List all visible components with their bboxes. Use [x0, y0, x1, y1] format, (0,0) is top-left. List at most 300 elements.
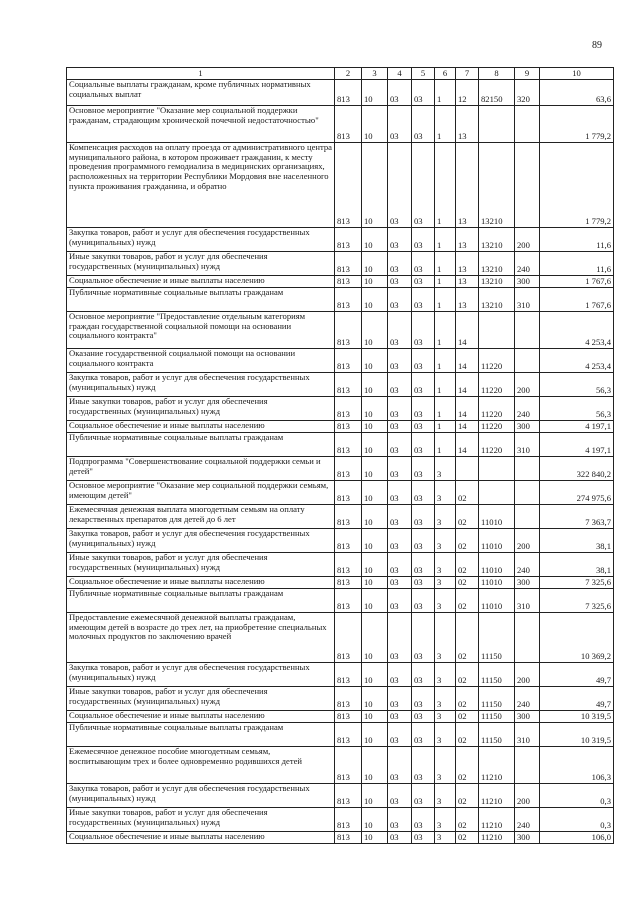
code-cell-c3: 10 [362, 397, 388, 421]
table-row [67, 687, 614, 711]
code-cell-c9: 320 [515, 80, 540, 106]
code-cell-c9: 200 [515, 228, 540, 252]
code-cell-c2: 813 [335, 784, 362, 808]
code-cell-c3: 10 [362, 481, 388, 505]
table-row [67, 80, 614, 106]
table-row [67, 433, 614, 457]
code-cell-c3: 10 [362, 663, 388, 687]
code-cell-c3: 10 [362, 276, 388, 288]
table-row [67, 228, 614, 252]
code-cell-c3: 10 [362, 577, 388, 589]
code-cell-c8: 11010 [479, 589, 515, 613]
table-row [67, 106, 614, 143]
code-cell-c5: 03 [412, 747, 435, 784]
table-row [67, 553, 614, 577]
code-cell-c5: 03 [412, 784, 435, 808]
column-header: 1 [67, 68, 335, 80]
code-cell-c5: 03 [412, 373, 435, 397]
code-cell-c7: 02 [456, 553, 479, 577]
table-row [67, 421, 614, 433]
code-cell-c6: 3 [435, 613, 456, 663]
code-cell-c9: 310 [515, 589, 540, 613]
code-cell-c7: 13 [456, 143, 479, 228]
amount-cell: 4 253,4 [540, 349, 614, 373]
item-name-cell: Публичные нормативные социальные выплаты гражданам [67, 589, 335, 613]
code-cell-c3: 10 [362, 589, 388, 613]
code-cell-c5: 03 [412, 276, 435, 288]
code-cell-c7: 02 [456, 687, 479, 711]
code-cell-c8 [479, 457, 515, 481]
code-cell-c3: 10 [362, 228, 388, 252]
code-cell-c4: 03 [388, 373, 412, 397]
code-cell-c6: 1 [435, 373, 456, 397]
code-cell-c8: 11150 [479, 663, 515, 687]
item-name-cell: Иные закупки товаров, работ и услуг для обеспечения государственных (муниципальных) нужд [67, 808, 335, 832]
code-cell-c8: 11220 [479, 397, 515, 421]
code-cell-c5: 03 [412, 421, 435, 433]
table-row [67, 312, 614, 349]
code-cell-c7: 02 [456, 529, 479, 553]
code-cell-c7: 02 [456, 577, 479, 589]
code-cell-c8: 11010 [479, 529, 515, 553]
code-cell-c8: 13210 [479, 276, 515, 288]
code-cell-c6: 3 [435, 747, 456, 784]
code-cell-c4: 03 [388, 349, 412, 373]
code-cell-c3: 10 [362, 529, 388, 553]
code-cell-c7: 14 [456, 421, 479, 433]
code-cell-c3: 10 [362, 723, 388, 747]
code-cell-c2: 813 [335, 228, 362, 252]
code-cell-c4: 03 [388, 687, 412, 711]
column-header: 10 [540, 68, 614, 80]
code-cell-c2: 813 [335, 481, 362, 505]
code-cell-c7: 02 [456, 808, 479, 832]
code-cell-c7: 14 [456, 373, 479, 397]
code-cell-c8: 11150 [479, 613, 515, 663]
code-cell-c9 [515, 106, 540, 143]
amount-cell: 10 369,2 [540, 613, 614, 663]
code-cell-c5: 03 [412, 613, 435, 663]
item-name-cell: Закупка товаров, работ и услуг для обеспечения государственных (муниципальных) нужд [67, 784, 335, 808]
code-cell-c5: 03 [412, 106, 435, 143]
item-name-cell: Социальное обеспечение и иные выплаты населению [67, 276, 335, 288]
code-cell-c6: 1 [435, 143, 456, 228]
code-cell-c3: 10 [362, 832, 388, 844]
code-cell-c9: 240 [515, 808, 540, 832]
table-header-row [67, 68, 614, 80]
amount-cell: 56,3 [540, 397, 614, 421]
amount-cell: 7 325,6 [540, 589, 614, 613]
code-cell-c4: 03 [388, 457, 412, 481]
code-cell-c8: 13210 [479, 228, 515, 252]
code-cell-c8: 11220 [479, 421, 515, 433]
code-cell-c3: 10 [362, 433, 388, 457]
amount-cell: 106,3 [540, 747, 614, 784]
code-cell-c9: 240 [515, 252, 540, 276]
code-cell-c9: 300 [515, 577, 540, 589]
code-cell-c5: 03 [412, 228, 435, 252]
page-number: 89 [592, 40, 602, 51]
amount-cell: 10 319,5 [540, 723, 614, 747]
code-cell-c2: 813 [335, 832, 362, 844]
amount-cell: 1 779,2 [540, 143, 614, 228]
code-cell-c8: 11220 [479, 373, 515, 397]
code-cell-c3: 10 [362, 505, 388, 529]
code-cell-c7 [456, 457, 479, 481]
code-cell-c8: 11210 [479, 808, 515, 832]
table-row [67, 577, 614, 589]
code-cell-c7: 14 [456, 349, 479, 373]
code-cell-c2: 813 [335, 288, 362, 312]
table-row [67, 143, 614, 228]
code-cell-c4: 03 [388, 276, 412, 288]
code-cell-c2: 813 [335, 808, 362, 832]
code-cell-c9: 310 [515, 433, 540, 457]
code-cell-c9 [515, 312, 540, 349]
code-cell-c6: 3 [435, 577, 456, 589]
code-cell-c7: 02 [456, 747, 479, 784]
column-header: 5 [412, 68, 435, 80]
table-row [67, 723, 614, 747]
table-row [67, 505, 614, 529]
code-cell-c7: 14 [456, 312, 479, 349]
code-cell-c3: 10 [362, 373, 388, 397]
code-cell-c9 [515, 505, 540, 529]
code-cell-c9: 240 [515, 397, 540, 421]
code-cell-c7: 13 [456, 228, 479, 252]
code-cell-c8: 13210 [479, 143, 515, 228]
code-cell-c6: 1 [435, 276, 456, 288]
table-row [67, 288, 614, 312]
code-cell-c8: 11150 [479, 723, 515, 747]
column-header: 6 [435, 68, 456, 80]
code-cell-c8: 11010 [479, 577, 515, 589]
code-cell-c5: 03 [412, 553, 435, 577]
code-cell-c6: 3 [435, 529, 456, 553]
amount-cell: 4 253,4 [540, 312, 614, 349]
amount-cell: 4 197,1 [540, 421, 614, 433]
code-cell-c5: 03 [412, 433, 435, 457]
code-cell-c7: 02 [456, 711, 479, 723]
table-row [67, 784, 614, 808]
code-cell-c6: 1 [435, 312, 456, 349]
amount-cell: 49,7 [540, 663, 614, 687]
item-name-cell: Оказание государственной социальной помощи на основании социального контракта [67, 349, 335, 373]
code-cell-c5: 03 [412, 687, 435, 711]
code-cell-c4: 03 [388, 312, 412, 349]
code-cell-c6: 3 [435, 457, 456, 481]
code-cell-c6: 3 [435, 711, 456, 723]
code-cell-c2: 813 [335, 457, 362, 481]
code-cell-c5: 03 [412, 457, 435, 481]
item-name-cell: Основное мероприятие "Оказание мер социальной поддержки семьям, имеющим детей" [67, 481, 335, 505]
code-cell-c7: 02 [456, 613, 479, 663]
code-cell-c6: 3 [435, 723, 456, 747]
code-cell-c5: 03 [412, 349, 435, 373]
code-cell-c6: 3 [435, 589, 456, 613]
code-cell-c7: 02 [456, 832, 479, 844]
code-cell-c5: 03 [412, 252, 435, 276]
code-cell-c3: 10 [362, 613, 388, 663]
amount-cell: 1 767,6 [540, 288, 614, 312]
code-cell-c3: 10 [362, 687, 388, 711]
code-cell-c7: 13 [456, 276, 479, 288]
code-cell-c4: 03 [388, 723, 412, 747]
item-name-cell: Социальное обеспечение и иные выплаты населению [67, 577, 335, 589]
code-cell-c9 [515, 613, 540, 663]
code-cell-c9: 200 [515, 529, 540, 553]
code-cell-c7: 13 [456, 106, 479, 143]
amount-cell: 0,3 [540, 784, 614, 808]
item-name-cell: Закупка товаров, работ и услуг для обеспечения государственных (муниципальных) нужд [67, 373, 335, 397]
code-cell-c4: 03 [388, 711, 412, 723]
code-cell-c9: 300 [515, 421, 540, 433]
code-cell-c7: 02 [456, 589, 479, 613]
code-cell-c2: 813 [335, 711, 362, 723]
table-row [67, 481, 614, 505]
code-cell-c2: 813 [335, 553, 362, 577]
item-name-cell: Предоставление ежемесячной денежной выплаты гражданам, имеющим детей в возрасте до трех лет, на приобретение специальных молочных продуктов по заключению врачей [67, 613, 335, 663]
code-cell-c7: 14 [456, 397, 479, 421]
item-name-cell: Подпрограмма "Совершенствование социальной поддержки семьи и детей" [67, 457, 335, 481]
code-cell-c2: 813 [335, 373, 362, 397]
table-row [67, 711, 614, 723]
code-cell-c2: 813 [335, 723, 362, 747]
code-cell-c3: 10 [362, 80, 388, 106]
amount-cell: 7 363,7 [540, 505, 614, 529]
item-name-cell: Иные закупки товаров, работ и услуг для обеспечения государственных (муниципальных) нужд [67, 687, 335, 711]
code-cell-c3: 10 [362, 711, 388, 723]
code-cell-c9: 200 [515, 784, 540, 808]
table-row [67, 457, 614, 481]
amount-cell: 10 319,5 [540, 711, 614, 723]
code-cell-c6: 1 [435, 106, 456, 143]
code-cell-c2: 813 [335, 252, 362, 276]
code-cell-c6: 3 [435, 481, 456, 505]
code-cell-c3: 10 [362, 252, 388, 276]
code-cell-c8: 11210 [479, 784, 515, 808]
code-cell-c9 [515, 481, 540, 505]
code-cell-c9 [515, 349, 540, 373]
code-cell-c6: 3 [435, 832, 456, 844]
code-cell-c6: 1 [435, 288, 456, 312]
code-cell-c4: 03 [388, 747, 412, 784]
code-cell-c2: 813 [335, 529, 362, 553]
amount-cell: 63,6 [540, 80, 614, 106]
table-row [67, 747, 614, 784]
table-row [67, 349, 614, 373]
code-cell-c5: 03 [412, 723, 435, 747]
table-row [67, 397, 614, 421]
table-row [67, 529, 614, 553]
item-name-cell: Иные закупки товаров, работ и услуг для обеспечения государственных (муниципальных) нужд [67, 553, 335, 577]
code-cell-c6: 1 [435, 421, 456, 433]
item-name-cell: Закупка товаров, работ и услуг для обеспечения государственных (муниципальных) нужд [67, 228, 335, 252]
code-cell-c4: 03 [388, 421, 412, 433]
code-cell-c2: 813 [335, 397, 362, 421]
code-cell-c2: 813 [335, 577, 362, 589]
amount-cell: 38,1 [540, 529, 614, 553]
code-cell-c4: 03 [388, 397, 412, 421]
code-cell-c8: 13210 [479, 252, 515, 276]
code-cell-c4: 03 [388, 106, 412, 143]
code-cell-c6: 3 [435, 808, 456, 832]
code-cell-c9: 200 [515, 373, 540, 397]
item-name-cell: Компенсация расходов на оплату проезда от административного центра муниципального района, в котором проживает гражданин, к месту проведения программного гемодиализа в медицинских организациях, расположенных на территории Республики Мордовия вне населенного пункта проживания гражданина, и обратно [67, 143, 335, 228]
code-cell-c9 [515, 143, 540, 228]
code-cell-c2: 813 [335, 143, 362, 228]
code-cell-c8: 11210 [479, 832, 515, 844]
item-name-cell: Публичные нормативные социальные выплаты гражданам [67, 723, 335, 747]
amount-cell: 7 325,6 [540, 577, 614, 589]
code-cell-c5: 03 [412, 711, 435, 723]
amount-cell: 1 767,6 [540, 276, 614, 288]
code-cell-c5: 03 [412, 143, 435, 228]
table-row [67, 808, 614, 832]
code-cell-c5: 03 [412, 312, 435, 349]
code-cell-c7: 02 [456, 663, 479, 687]
code-cell-c5: 03 [412, 397, 435, 421]
column-header: 2 [335, 68, 362, 80]
code-cell-c3: 10 [362, 747, 388, 784]
table-body [67, 80, 614, 844]
item-name-cell: Иные закупки товаров, работ и услуг для обеспечения государственных (муниципальных) нужд [67, 397, 335, 421]
code-cell-c2: 813 [335, 276, 362, 288]
code-cell-c5: 03 [412, 505, 435, 529]
code-cell-c4: 03 [388, 80, 412, 106]
table-row [67, 832, 614, 844]
code-cell-c6: 1 [435, 349, 456, 373]
item-name-cell: Ежемесячное денежное пособие многодетным семьям, воспитывающим трех и более одновременно родившихся детей [67, 747, 335, 784]
code-cell-c4: 03 [388, 784, 412, 808]
item-name-cell: Закупка товаров, работ и услуг для обеспечения государственных (муниципальных) нужд [67, 663, 335, 687]
code-cell-c2: 813 [335, 663, 362, 687]
amount-cell: 1 779,2 [540, 106, 614, 143]
code-cell-c2: 813 [335, 589, 362, 613]
column-header: 3 [362, 68, 388, 80]
code-cell-c9: 310 [515, 723, 540, 747]
code-cell-c9: 240 [515, 553, 540, 577]
code-cell-c3: 10 [362, 106, 388, 143]
code-cell-c7: 02 [456, 481, 479, 505]
code-cell-c9: 200 [515, 663, 540, 687]
code-cell-c8 [479, 312, 515, 349]
code-cell-c5: 03 [412, 832, 435, 844]
code-cell-c9: 300 [515, 276, 540, 288]
item-name-cell: Публичные нормативные социальные выплаты гражданам [67, 433, 335, 457]
table-row [67, 663, 614, 687]
code-cell-c5: 03 [412, 529, 435, 553]
code-cell-c3: 10 [362, 312, 388, 349]
code-cell-c5: 03 [412, 80, 435, 106]
code-cell-c9: 300 [515, 832, 540, 844]
code-cell-c7: 14 [456, 433, 479, 457]
item-name-cell: Иные закупки товаров, работ и услуг для обеспечения государственных (муниципальных) нужд [67, 252, 335, 276]
code-cell-c7: 12 [456, 80, 479, 106]
code-cell-c4: 03 [388, 589, 412, 613]
code-cell-c5: 03 [412, 808, 435, 832]
amount-cell: 0,3 [540, 808, 614, 832]
table-row [67, 252, 614, 276]
item-name-cell: Закупка товаров, работ и услуг для обеспечения государственных (муниципальных) нужд [67, 529, 335, 553]
code-cell-c9: 240 [515, 687, 540, 711]
code-cell-c8: 11150 [479, 711, 515, 723]
budget-table [66, 67, 614, 844]
column-header: 9 [515, 68, 540, 80]
code-cell-c4: 03 [388, 288, 412, 312]
code-cell-c5: 03 [412, 481, 435, 505]
code-cell-c4: 03 [388, 481, 412, 505]
code-cell-c3: 10 [362, 349, 388, 373]
code-cell-c8 [479, 481, 515, 505]
code-cell-c2: 813 [335, 687, 362, 711]
amount-cell: 56,3 [540, 373, 614, 397]
item-name-cell: Социальные выплаты гражданам, кроме публичных нормативных социальных выплат [67, 80, 335, 106]
code-cell-c8: 11220 [479, 349, 515, 373]
code-cell-c4: 03 [388, 577, 412, 589]
code-cell-c7: 02 [456, 723, 479, 747]
code-cell-c5: 03 [412, 589, 435, 613]
item-name-cell: Ежемесячная денежная выплата многодетным семьям на оплату лекарственных препаратов для детей до 6 лет [67, 505, 335, 529]
code-cell-c6: 1 [435, 397, 456, 421]
code-cell-c4: 03 [388, 433, 412, 457]
amount-cell: 106,0 [540, 832, 614, 844]
code-cell-c8: 11220 [479, 433, 515, 457]
code-cell-c3: 10 [362, 553, 388, 577]
amount-cell: 322 840,2 [540, 457, 614, 481]
code-cell-c8: 11010 [479, 553, 515, 577]
code-cell-c2: 813 [335, 747, 362, 784]
code-cell-c2: 813 [335, 349, 362, 373]
code-cell-c6: 1 [435, 228, 456, 252]
item-name-cell: Основное мероприятие "Предоставление отдельным категориям граждан государственной социальной помощи на основании социального контракта" [67, 312, 335, 349]
code-cell-c2: 813 [335, 80, 362, 106]
code-cell-c6: 3 [435, 687, 456, 711]
code-cell-c3: 10 [362, 457, 388, 481]
amount-cell: 11,6 [540, 228, 614, 252]
code-cell-c6: 1 [435, 252, 456, 276]
code-cell-c4: 03 [388, 613, 412, 663]
code-cell-c7: 13 [456, 288, 479, 312]
code-cell-c7: 02 [456, 505, 479, 529]
column-header: 4 [388, 68, 412, 80]
code-cell-c4: 03 [388, 832, 412, 844]
code-cell-c4: 03 [388, 252, 412, 276]
amount-cell: 274 975,6 [540, 481, 614, 505]
code-cell-c5: 03 [412, 577, 435, 589]
code-cell-c4: 03 [388, 228, 412, 252]
code-cell-c8: 82150 [479, 80, 515, 106]
code-cell-c8: 11150 [479, 687, 515, 711]
code-cell-c6: 3 [435, 553, 456, 577]
code-cell-c2: 813 [335, 433, 362, 457]
table-row [67, 276, 614, 288]
code-cell-c8: 11010 [479, 505, 515, 529]
amount-cell: 4 197,1 [540, 433, 614, 457]
code-cell-c3: 10 [362, 808, 388, 832]
code-cell-c9 [515, 747, 540, 784]
code-cell-c2: 813 [335, 421, 362, 433]
code-cell-c4: 03 [388, 663, 412, 687]
code-cell-c7: 13 [456, 252, 479, 276]
code-cell-c3: 10 [362, 784, 388, 808]
code-cell-c9: 300 [515, 711, 540, 723]
code-cell-c6: 3 [435, 505, 456, 529]
code-cell-c9 [515, 457, 540, 481]
code-cell-c2: 813 [335, 613, 362, 663]
amount-cell: 49,7 [540, 687, 614, 711]
item-name-cell: Социальное обеспечение и иные выплаты населению [67, 421, 335, 433]
